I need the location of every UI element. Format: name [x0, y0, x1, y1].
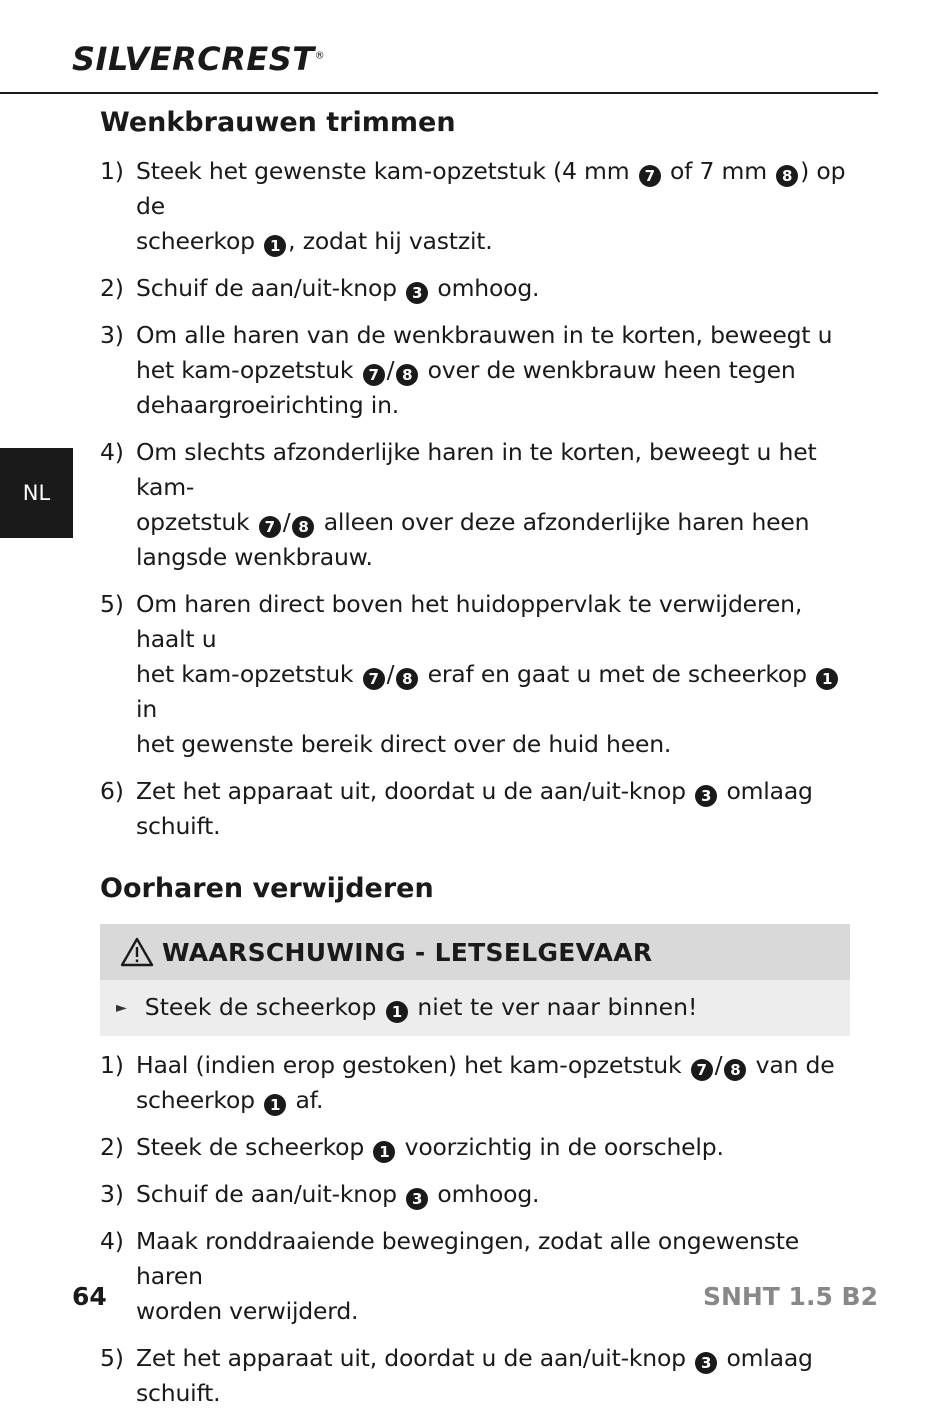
part-number-badge: 8 — [292, 516, 314, 538]
list-item — [100, 271, 860, 306]
part-number-badge: 1 — [264, 235, 286, 257]
part-number-badge: 7 — [363, 364, 385, 386]
step-number: 3) — [100, 321, 124, 349]
step-text: Steek de scheerkop — [144, 993, 384, 1021]
step-text: omlaag — [719, 1344, 813, 1372]
step-text: omhoog. — [430, 274, 540, 302]
part-number-badge: 8 — [724, 1059, 746, 1081]
header-rule — [0, 92, 878, 94]
step-text: Om slechts afzonderlijke haren in te korten, beweegt u het kam- — [136, 438, 817, 501]
step-text: Schuif de aan/uit-knop — [136, 274, 405, 302]
main-content — [100, 104, 860, 1411]
step-text: van de — [748, 1051, 835, 1079]
step-text: het gewenste bereik direct over de huid heen. — [136, 730, 672, 758]
warning-item — [100, 980, 850, 1036]
part-number-badge: 3 — [695, 785, 717, 807]
step-text: niet te ver naar binnen! — [409, 993, 698, 1021]
step-number: 5) — [100, 1344, 124, 1372]
step-text: de wenkbrauw. — [197, 543, 373, 571]
step-text: worden verwijderd. — [136, 1297, 359, 1325]
part-number-badge: 1 — [373, 1141, 395, 1163]
arrow-right-icon: ► — [116, 1000, 127, 1016]
step-number: 5) — [100, 590, 124, 618]
step-text: omlaag — [719, 777, 813, 805]
part-number-badge: 8 — [396, 364, 418, 386]
page-number: 64 — [72, 1282, 107, 1311]
step-text: Zet het apparaat uit, doordat u de aan/uit-knop — [136, 1344, 694, 1372]
step-text: Steek de scheerkop — [136, 1133, 372, 1161]
section-title-eyebrows: Wenkbrauwen trimmen — [100, 107, 456, 138]
part-number-badge: 1 — [386, 1001, 408, 1023]
step-text: Maak ronddraaiende bewegingen, zodat alle ongewenste haren — [136, 1227, 800, 1290]
warning-triangle-icon — [120, 937, 154, 967]
warning-item-text — [145, 993, 698, 1023]
part-number-badge: 3 — [406, 282, 428, 304]
step-text: af. — [288, 1086, 324, 1114]
warning-heading — [100, 924, 850, 980]
part-number-badge: 8 — [396, 668, 418, 690]
list-item — [100, 1224, 860, 1329]
step-text: het kam-opzetstuk — [136, 356, 361, 384]
part-number-badge: 3 — [695, 1352, 717, 1374]
part-number-badge: 7 — [691, 1059, 713, 1081]
step-text: / — [386, 660, 395, 688]
part-number-badge: 7 — [363, 668, 385, 690]
list-item — [100, 154, 860, 259]
step-number: 3) — [100, 1180, 124, 1208]
brand-logo: SILVERCREST® — [72, 40, 326, 78]
part-number-badge: 7 — [259, 516, 281, 538]
step-text: haargroeirichting in. — [164, 391, 400, 419]
step-text: of 7 mm — [662, 157, 775, 185]
list-item — [100, 1177, 860, 1212]
list-item — [100, 1130, 860, 1165]
step-text: / — [386, 356, 395, 384]
step-text: , zodat hij vastzit. — [288, 227, 493, 255]
step-text: alleen over deze afzonderlijke haren heen langs — [136, 508, 810, 571]
step-text: Steek het gewenste kam-opzetstuk (4 mm — [136, 157, 637, 185]
step-text: scheerkop — [136, 227, 263, 255]
step-text: omhoog. — [430, 1180, 540, 1208]
language-tab: NL — [0, 448, 73, 538]
step-number: 4) — [100, 1227, 124, 1255]
step-number: 2) — [100, 1133, 124, 1161]
step-text: het kam-opzetstuk — [136, 660, 361, 688]
model-number: SNHT 1.5 B2 — [702, 1282, 878, 1311]
part-number-badge: 1 — [264, 1094, 286, 1116]
part-number-badge: 3 — [406, 1188, 428, 1210]
ear-steps — [100, 1048, 860, 1411]
part-number-badge: 7 — [639, 165, 661, 187]
section-title-ears: Oorharen verwijderen — [100, 873, 434, 904]
part-number-badge: 1 — [816, 668, 838, 690]
list-item — [100, 318, 860, 423]
step-number: 6) — [100, 777, 124, 805]
step-text: ) op de — [136, 157, 846, 220]
list-item — [100, 1048, 860, 1118]
step-text: Zet het apparaat uit, doordat u de aan/uit-knop — [136, 777, 694, 805]
step-text: / — [282, 508, 291, 536]
step-text: Om alle haren van de wenkbrauwen in te korten, beweegt u — [136, 321, 833, 349]
warning-heading-text: WAARSCHUWING - LETSELGEVAAR — [162, 937, 653, 967]
step-text: in — [136, 695, 158, 723]
eyebrow-steps — [100, 154, 860, 844]
step-number: 1) — [100, 1051, 124, 1079]
list-item — [100, 587, 860, 762]
step-number: 2) — [100, 274, 124, 302]
part-number-badge: 8 — [776, 165, 798, 187]
list-item — [100, 774, 860, 844]
step-text: schuift. — [136, 1379, 221, 1407]
step-text: scheerkop — [136, 1086, 263, 1114]
step-text: voorzichtig in de oorschelp. — [397, 1133, 724, 1161]
step-text: Om haren direct boven het huidoppervlak te verwijderen, haalt u — [136, 590, 803, 653]
list-item — [100, 1341, 860, 1411]
step-number: 1) — [100, 157, 124, 185]
step-text: eraf en gaat u met de scheerkop — [420, 660, 815, 688]
step-text: Haal (indien erop gestoken) het kam-opzetstuk — [136, 1051, 689, 1079]
list-item — [100, 435, 860, 575]
step-text: / — [714, 1051, 723, 1079]
step-text: Schuif de aan/uit-knop — [136, 1180, 405, 1208]
step-text: over de wenkbrauw heen tegen de — [136, 356, 796, 419]
step-number: 4) — [100, 438, 124, 466]
warning-box — [100, 924, 850, 1036]
step-text: schuift. — [136, 812, 221, 840]
step-text: opzetstuk — [136, 508, 257, 536]
